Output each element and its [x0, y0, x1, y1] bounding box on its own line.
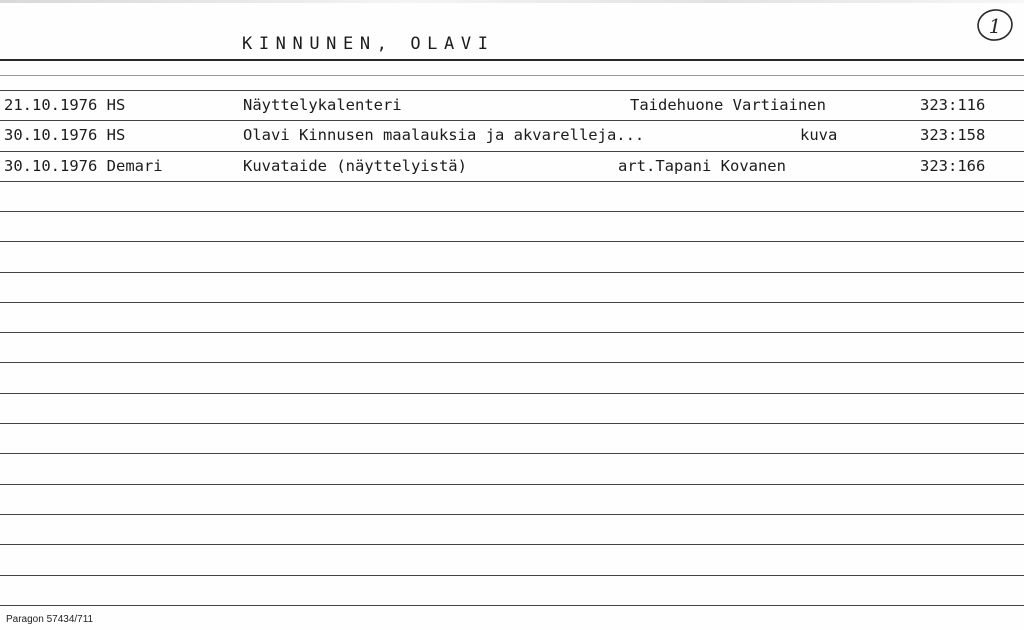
page-number-circle — [975, 7, 1015, 43]
card-top-edge — [0, 0, 1024, 3]
ruled-line — [0, 544, 1024, 545]
ruled-line — [0, 605, 1024, 606]
ruled-line — [0, 272, 1024, 273]
page-number: 1 — [988, 14, 1002, 38]
ruled-line — [0, 393, 1024, 394]
card-footer: Paragon 57434/711 — [6, 614, 94, 625]
entry-row — [0, 121, 1024, 151]
entry-title: Olavi Kinnusen maalauksia ja akvarelleja... — [243, 126, 645, 144]
entry-author: Taidehuone Vartiainen — [630, 96, 826, 114]
ruled-line — [0, 302, 1024, 303]
card-title: KINNUNEN, OLAVI — [242, 34, 495, 54]
ruled-line — [0, 332, 1024, 333]
entry-author: art.Tapani Kovanen — [618, 157, 786, 175]
entry-title: Kuvataide (näyttelyistä) — [243, 157, 467, 175]
ruled-line — [0, 362, 1024, 363]
ruled-line — [0, 75, 1024, 76]
entry-reference: 323:116 — [920, 96, 986, 114]
ruled-line — [0, 423, 1024, 424]
entry-date-source: 21.10.1976 HS — [4, 96, 126, 114]
entry-row — [0, 152, 1024, 182]
entry-title: Näyttelykalenteri — [243, 96, 402, 114]
entry-date-source: 30.10.1976 HS — [4, 126, 126, 144]
entry-reference: 323:166 — [920, 157, 986, 175]
entry-row — [0, 91, 1024, 121]
entry-date-source: 30.10.1976 Demari — [4, 157, 163, 175]
entry-reference: 323:158 — [920, 126, 986, 144]
entry-author: kuva — [800, 126, 838, 144]
ruled-line — [0, 484, 1024, 485]
header-rule — [0, 59, 1024, 61]
ruled-line — [0, 241, 1024, 242]
ruled-line — [0, 211, 1024, 212]
ruled-line — [0, 453, 1024, 454]
ruled-line — [0, 575, 1024, 576]
ruled-line — [0, 514, 1024, 515]
